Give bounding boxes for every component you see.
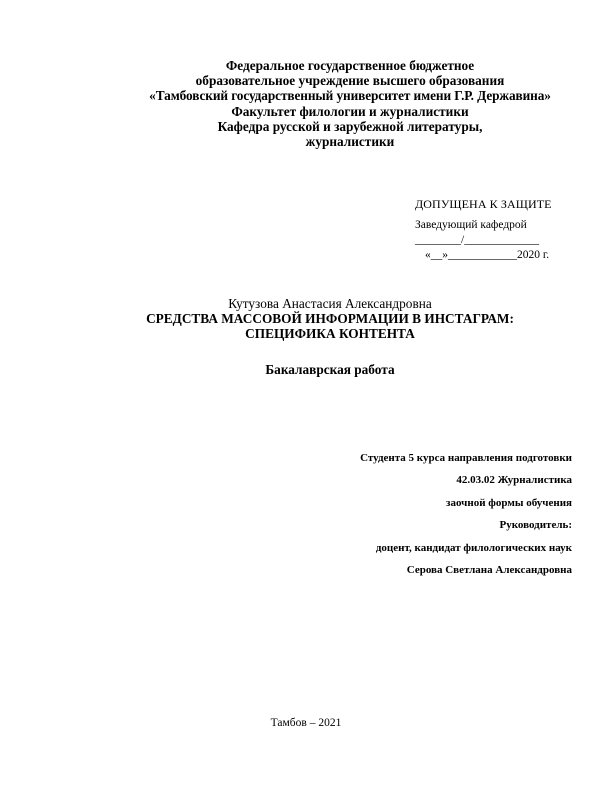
admitted-label: ДОПУЩЕНА К ЗАЩИТЕ bbox=[415, 197, 552, 211]
work-type: Бакалаврская работа bbox=[265, 362, 395, 377]
author-name: Кутузова Анастасия Александровна bbox=[228, 296, 432, 311]
student-line-2: 42.03.02 Журналистика bbox=[456, 474, 572, 487]
thesis-title-line-2: СПЕЦИФИКА КОНТЕНТА bbox=[245, 326, 415, 342]
header-line-2: образовательное учреждение высшего образования bbox=[195, 73, 505, 89]
header-line-4: Факультет филологии и журналистики bbox=[231, 103, 469, 119]
approval-block bbox=[415, 197, 552, 263]
student-line-1: Студента 5 курса направления подготовки bbox=[360, 452, 572, 464]
institution-header bbox=[90, 58, 610, 149]
header-line-3: «Тамбовский государственный университет имени Г.Р. Державина» bbox=[149, 88, 551, 104]
supervisor-label: Руководитель: bbox=[499, 519, 572, 532]
signature-line: ________/_____________ bbox=[415, 234, 539, 246]
header-line-1: Федеральное государственное бюджетное bbox=[225, 58, 475, 73]
thesis-title-block bbox=[60, 296, 600, 342]
thesis-title-line-1: СРЕДСТВА МАССОВОЙ ИНФОРМАЦИИ В ИНСТАГРАМ: bbox=[146, 311, 514, 327]
supervisor-degree: доцент, кандидат филологических наук bbox=[375, 541, 572, 554]
supervisor-name: Серова Светлана Александровна bbox=[406, 564, 572, 577]
head-of-department-label: Заведующий кафедрой bbox=[415, 219, 527, 231]
header-line-6: журналистики bbox=[305, 134, 395, 150]
city-year: Тамбов – 2021 bbox=[270, 717, 342, 729]
header-line-5: Кафедра русской и зарубежной литературы, bbox=[217, 118, 483, 134]
date-line: «__»____________2020 г. bbox=[425, 249, 550, 261]
student-info-block bbox=[360, 447, 572, 581]
student-line-3: заочной формы обучения bbox=[446, 496, 572, 509]
